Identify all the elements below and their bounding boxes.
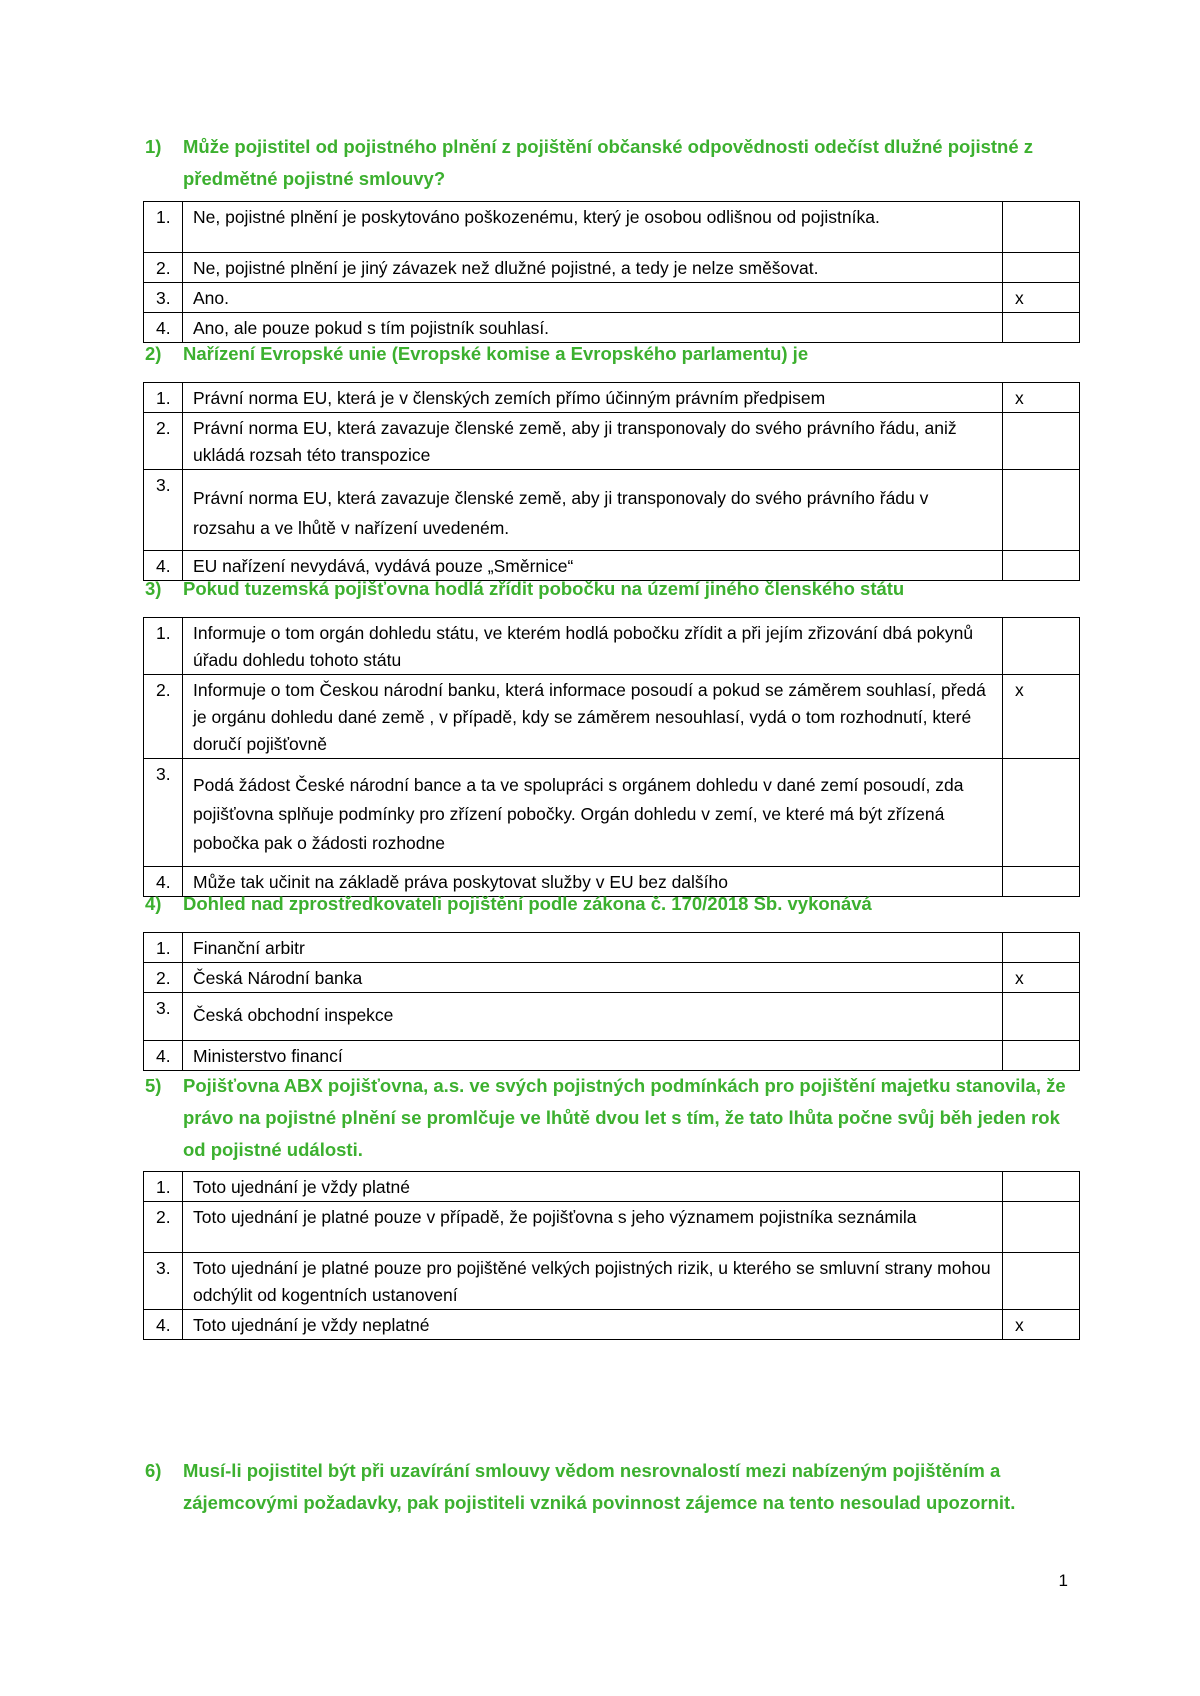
answer-mark [1003, 1202, 1080, 1253]
answers-table-2 [143, 382, 1080, 581]
answer-mark [1003, 1041, 1080, 1071]
answer-text: Ano. [183, 283, 1003, 313]
answer-text: Ne, pojistné plnění je poskytováno poškozenému, který je osobou odlišnou od pojistníka. [183, 202, 1003, 253]
table-row [144, 413, 1080, 470]
table-row [144, 675, 1080, 759]
answers-table-1 [143, 201, 1080, 343]
table-row [144, 1202, 1080, 1253]
question-1 [145, 131, 1085, 195]
question-number: 3) [145, 578, 162, 599]
answer-number: 4. [144, 1041, 183, 1071]
answer-mark [1003, 1172, 1080, 1202]
question-number: 5) [145, 1075, 162, 1096]
answer-mark: x [1003, 1310, 1080, 1340]
answer-number: 4. [144, 1310, 183, 1340]
answer-number: 3. [144, 993, 183, 1041]
answer-text: Ne, pojistné plnění je jiný závazek než dlužné pojistné, a tedy je nelze směšovat. [183, 253, 1003, 283]
answer-number: 3. [144, 759, 183, 867]
answer-mark: x [1003, 675, 1080, 759]
answer-number: 4. [144, 551, 183, 581]
answer-text: Ministerstvo financí [183, 1041, 1003, 1071]
answer-number: 1. [144, 202, 183, 253]
table-row [144, 1310, 1080, 1340]
question-text: Pokud tuzemská pojišťovna hodlá zřídit pobočku na území jiného členského státu [183, 578, 905, 599]
answer-number: 1. [144, 933, 183, 963]
answer-text: Toto ujednání je platné pouze pro pojištěné velkých pojistných rizik, u kterého se smluvní strany mohou odchýlit od kogentních ustanovení [183, 1253, 1003, 1310]
question-text: Může pojistitel od pojistného plnění z pojištění občanské odpovědnosti odečíst dlužné pojistné z předmětné pojistné smlouvy? [183, 136, 1034, 189]
answer-number: 2. [144, 253, 183, 283]
table-row [144, 1041, 1080, 1071]
answer-mark [1003, 470, 1080, 551]
answer-number: 2. [144, 963, 183, 993]
question-number: 6) [145, 1460, 162, 1481]
question-number: 2) [145, 343, 162, 364]
answer-text: Informuje o tom orgán dohledu státu, ve kterém hodlá pobočku zřídit a při jejím zřizování dbá pokynů úřadu dohledu tohoto státu [183, 618, 1003, 675]
answer-text: Informuje o tom Českou národní banku, která informace posoudí a pokud se záměrem souhlasí, předá je orgánu dohledu dané země , v případě, kdy se záměrem nesouhlasí, vydá o tom rozhodnutí, které doručí pojišťovně [183, 675, 1003, 759]
table-row [144, 470, 1080, 551]
question-2 [145, 338, 1085, 370]
answer-mark [1003, 933, 1080, 963]
answer-mark: x [1003, 283, 1080, 313]
answers-table-3 [143, 617, 1080, 897]
question-text: Musí-li pojistitel být při uzavírání smlouvy vědom nesrovnalostí mezi nabízeným pojištěním a zájemcovými požadavky, pak pojistiteli vzniká povinnost zájemce na tento nesoulad upozornit. [183, 1460, 1016, 1513]
answer-mark [1003, 759, 1080, 867]
table-row [144, 202, 1080, 253]
answer-text: Toto ujednání je vždy platné [183, 1172, 1003, 1202]
answer-number: 3. [144, 1253, 183, 1310]
table-row [144, 759, 1080, 867]
answer-mark [1003, 618, 1080, 675]
answers-table-4 [143, 932, 1080, 1071]
question-text: Nařízení Evropské unie (Evropské komise a Evropského parlamentu) je [183, 343, 809, 364]
answers-table-5 [143, 1171, 1080, 1340]
answer-mark: x [1003, 383, 1080, 413]
answer-text: Toto ujednání je platné pouze v případě, že pojišťovna s jeho významem pojistníka seznámila [183, 1202, 1003, 1253]
answer-text: Toto ujednání je vždy neplatné [183, 1310, 1003, 1340]
table-row [144, 618, 1080, 675]
answer-text: Podá žádost České národní bance a ta ve spolupráci s orgánem dohledu v dané zemí posoudí, zda pojišťovna splňuje podmínky pro zřízení pobočky. Orgán dohledu v zemí, ve které má být zřízená pobočka pak o žádosti rozhodne [183, 759, 1003, 867]
table-row [144, 963, 1080, 993]
answer-text: Česká Národní banka [183, 963, 1003, 993]
question-3 [145, 573, 1085, 605]
answer-mark [1003, 1253, 1080, 1310]
answer-text: Právní norma EU, která zavazuje členské země, aby ji transponovaly do svého právního řádu, aniž ukládá rozsah této transpozice [183, 413, 1003, 470]
question-5 [145, 1070, 1085, 1166]
answer-text: Právní norma EU, která je v členských zemích přímo účinným právním předpisem [183, 383, 1003, 413]
answer-number: 4. [144, 867, 183, 897]
answer-text: Česká obchodní inspekce [183, 993, 1003, 1041]
question-6 [145, 1455, 1085, 1519]
answer-text: Ano, ale pouze pokud s tím pojistník souhlasí. [183, 313, 1003, 343]
question-4 [145, 888, 1085, 920]
answer-number: 1. [144, 383, 183, 413]
answer-number: 2. [144, 675, 183, 759]
answer-number: 1. [144, 618, 183, 675]
answer-number: 3. [144, 283, 183, 313]
answer-number: 1. [144, 1172, 183, 1202]
table-row [144, 1253, 1080, 1310]
question-number: 4) [145, 893, 162, 914]
answer-mark [1003, 253, 1080, 283]
table-row [144, 383, 1080, 413]
answer-number: 2. [144, 1202, 183, 1253]
table-row [144, 1172, 1080, 1202]
question-text: Dohled nad zprostředkovateli pojištění podle zákona č. 170/2018 Sb. vykonává [183, 893, 872, 914]
table-row [144, 283, 1080, 313]
answer-text: EU nařízení nevydává, vydává pouze „Směrnice“ [183, 551, 1003, 581]
answer-text: Právní norma EU, která zavazuje členské země, aby ji transponovaly do svého právního řádu v rozsahu a ve lhůtě v nařízení uvedeném. [183, 470, 1003, 551]
table-row [144, 933, 1080, 963]
table-row [144, 993, 1080, 1041]
answer-text: Může tak učinit na základě práva poskytovat služby v EU bez dalšího [183, 867, 1003, 897]
answer-number: 2. [144, 413, 183, 470]
answer-mark: x [1003, 963, 1080, 993]
question-text: Pojišťovna ABX pojišťovna, a.s. ve svých pojistných podmínkách pro pojištění majetku stanovila, že právo na pojistné plnění se promlčuje ve lhůtě dvou let s tím, že tato lhůta počne svůj běh jeden rok od pojistné události. [183, 1075, 1066, 1160]
question-number: 1) [145, 136, 162, 157]
table-row [144, 253, 1080, 283]
answer-mark [1003, 202, 1080, 253]
answer-mark [1003, 993, 1080, 1041]
answer-number: 4. [144, 313, 183, 343]
page-number: 1 [1058, 1571, 1068, 1590]
answer-mark [1003, 413, 1080, 470]
answer-text: Finanční arbitr [183, 933, 1003, 963]
answer-number: 3. [144, 470, 183, 551]
